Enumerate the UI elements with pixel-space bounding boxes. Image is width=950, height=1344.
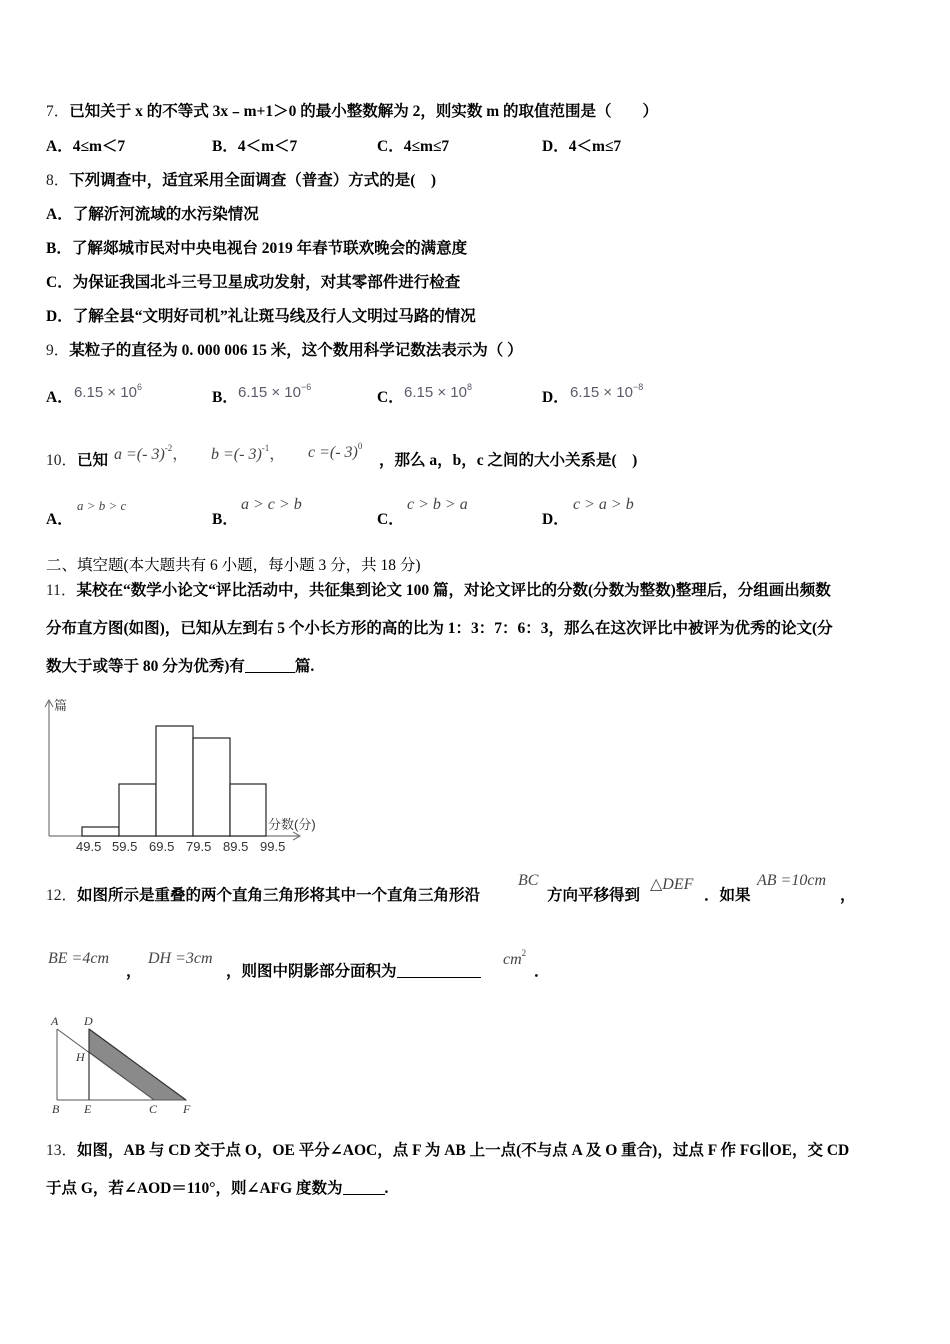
histogram-chart <box>40 695 340 855</box>
q9-stem <box>46 341 523 361</box>
bar-79.5-89.5 <box>193 738 230 836</box>
q9-option-a: A． <box>46 389 73 406</box>
label-b: B <box>52 1102 60 1116</box>
q9-option-b: B． <box>212 389 238 406</box>
bar-69.5-79.5 <box>156 726 193 836</box>
svg-text:89.5: 89.5 <box>223 839 249 854</box>
triangle-def <box>89 1029 186 1100</box>
q10-option-d: D． <box>542 511 569 528</box>
q8-stem <box>46 171 436 191</box>
q9-option-d-math: $6.15 \times 10^{-8}$ <box>570 382 644 401</box>
q10-number-prefix: 10．已知 <box>46 452 109 469</box>
q13-line-2: 于点 G，若∠AOD＝110°，则∠AFG 度数为 . <box>46 1180 389 1197</box>
svg-text:79.5: 79.5 <box>186 839 212 854</box>
q12-unit: $cm^2$ <box>503 948 527 968</box>
q8-option-b: B．了解郯城市民对中央电视台 2019 年春节联欢晚会的满意度 <box>46 240 468 257</box>
label-c: C <box>149 1102 158 1116</box>
label-f: F <box>183 1102 191 1116</box>
q12-line-1-b: 方向平移得到 <box>547 887 641 904</box>
q9-option-b-math: $6.15 \times 10^{-6}$ <box>238 382 312 401</box>
q13-answer-blank <box>343 1180 385 1195</box>
q11-line-2: 分布直方图(如图)，已知从左到右 5 个小长方形的高的比为 1：3：7：6：3，那么在这次评比中被评为优秀的论文(分 <box>46 620 833 637</box>
q12-line-2: ，则图中阴影部分面积为 <box>226 962 481 982</box>
q12-def: △DEF <box>650 876 694 893</box>
bar-49.5-59.5 <box>82 827 119 836</box>
svg-text:69.5: 69.5 <box>149 839 175 854</box>
q12-answer-blank <box>397 963 481 978</box>
q8-text: 下列调查中，适宜采用全面调查（普查）方式的是( ) <box>69 172 437 189</box>
q12-bc: BC <box>518 872 539 889</box>
q10-suffix: ，那么 a，b，c 之间的大小关系是( ) <box>379 452 638 469</box>
y-axis-label: 篇 <box>54 698 68 713</box>
q9-option-a-math: $6.15 \times 10^6$ <box>74 382 142 401</box>
x-tick-labels <box>76 839 285 854</box>
q9-option-c-math: $6.15 \times 10^8$ <box>404 382 472 401</box>
q12-dh: DH =3cm <box>148 950 213 967</box>
q10-option-a: A． <box>46 511 73 528</box>
svg-text:99.5: 99.5 <box>260 839 286 854</box>
q8-option-a: A．了解沂河流域的水污染情况 <box>46 206 259 223</box>
triangle-diagram <box>40 1012 200 1117</box>
label-h: H <box>76 1050 85 1064</box>
q10-option-b-math: a > c > b <box>241 496 302 513</box>
q12-comma-2: ， <box>126 963 142 980</box>
q9-number: 9． <box>46 342 70 359</box>
section-2-heading: 二、填空题(本大题共有 6 小题，每小题 3 分，共 18 分) <box>46 557 421 574</box>
q12-line-1-c: ．如果 <box>704 887 751 904</box>
q8-option-c: C．为保证我国北斗三号卫星成功发射，对其零部件进行检查 <box>46 274 461 291</box>
q9-option-d: D． <box>542 389 569 406</box>
label-d: D <box>84 1014 93 1028</box>
q7-option-b: B．4＜m＜7 <box>212 138 298 155</box>
histogram-bars <box>82 726 266 836</box>
q11-answer-blank <box>245 658 295 673</box>
label-e: E <box>84 1102 92 1116</box>
q7-text: 已知关于 x 的不等式 3x﹣m+1＞0 的最小整数解为 2，则实数 m 的取值范围是（ ） <box>69 103 659 120</box>
q13-line-1: 13．如图，AB 与 CD 交于点 O，OE 平分∠AOC，点 F 为 AB 上一点(不与点 A 及 O 重合)，过点 F 作 FG∥OE，交 CD <box>46 1142 850 1159</box>
svg-text:59.5: 59.5 <box>112 839 138 854</box>
q10-expr-b: b =(- 3)$^{-1}$， <box>211 443 286 463</box>
bar-59.5-69.5 <box>119 784 156 836</box>
q7-option-c: C．4≤m≤7 <box>377 138 450 155</box>
q8-option-d: D．了解全县“文明好司机”礼让斑马线及行人文明过马路的情况 <box>46 308 476 325</box>
q10-option-a-math: a > b > c <box>77 498 127 513</box>
q11-line-3: 数大于或等于 80 分为优秀)有 篇. <box>46 658 315 675</box>
q12-line-1-a: 12．如图所示是重叠的两个直角三角形将其中一个直角三角形沿 <box>46 887 481 904</box>
q10-option-c: C． <box>377 511 404 528</box>
q8-number: 8． <box>46 172 70 189</box>
q12-ab: AB =10cm <box>757 872 826 889</box>
q7-number: 7． <box>46 103 70 120</box>
x-axis-label: 分数(分) <box>268 817 316 832</box>
q9-text: 某粒子的直径为 0. 000 006 15 米，这个数用科学记数法表示为（ ） <box>69 342 523 359</box>
q10-option-b: B． <box>212 511 238 528</box>
q10-option-d-math: c > a > b <box>573 496 634 513</box>
q7-option-a: A．4≤m＜7 <box>46 138 126 155</box>
y-axis <box>45 700 53 836</box>
q7-stem <box>46 102 658 122</box>
bar-89.5-99.5 <box>230 784 266 836</box>
q10-expr-a: a =(- 3)$^{-2}$， <box>114 443 189 463</box>
q10-expr-c: c =(- 3)$^0$ <box>308 441 363 461</box>
q11-line-1: 11．某校在“数学小论文“评比活动中，共征集到论文 100 篇，对论文评比的分数(分数为整数)整理后，分组画出频数 <box>46 582 831 599</box>
q12-comma: ， <box>840 887 856 904</box>
q12-be: BE =4cm <box>48 950 109 967</box>
label-a: A <box>51 1014 59 1028</box>
q12-period: ． <box>534 963 550 980</box>
q10-option-c-math: c > b > a <box>407 496 468 513</box>
q9-option-c: C． <box>377 389 404 406</box>
q7-option-d: D．4＜m≤7 <box>542 138 622 155</box>
svg-text:49.5: 49.5 <box>76 839 102 854</box>
